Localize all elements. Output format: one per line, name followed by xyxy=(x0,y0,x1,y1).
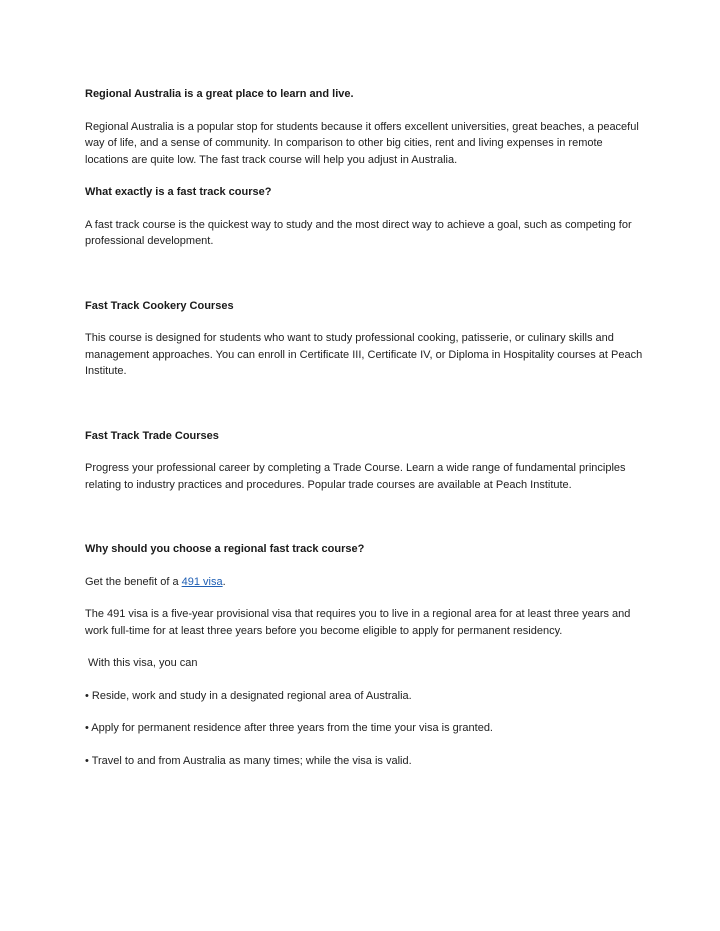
heading-what-is-fast-track: What exactly is a fast track course? xyxy=(85,186,272,198)
heading-regional-australia: Regional Australia is a great place to learn and live. xyxy=(85,88,354,100)
paragraph-what-is-fast-track: A fast track course is the quickest way to study and the most direct way to achieve a goal, such as competing for professional development. xyxy=(85,218,632,247)
bullet-reside-work-study: • Reside, work and study in a designated regional area of Australia. xyxy=(85,689,412,702)
benefit-suffix: . xyxy=(222,575,226,588)
heading-cookery-courses: Fast Track Cookery Courses xyxy=(85,299,234,312)
paragraph-visa-benefit xyxy=(85,574,645,591)
paragraph-visa-description: The 491 visa is a five-year provisional visa that requires you to live in a regional area for at least three years and work full-time for at least three years before you become eligible to apply for permanent residency. xyxy=(85,608,631,637)
paragraph-regional-australia: Regional Australia is a popular stop for students because it offers excellent universities, great beaches, a peaceful way of life, and a sense of community. In comparison to other big cities, rent and living expenses in remote locations are quite low. The fast track course will help you adjust in Australia. xyxy=(85,120,639,166)
bullet-travel: • Travel to and from Australia as many times; while the visa is valid. xyxy=(85,754,412,767)
paragraph-with-this-visa: With this visa, you can xyxy=(85,657,198,669)
bullet-permanent-residence: • Apply for permanent residence after three years from the time your visa is granted. xyxy=(85,722,493,734)
document-page xyxy=(85,86,645,769)
paragraph-cookery-courses: This course is designed for students who want to study professional cooking, patisserie, or culinary skills and management approaches. You can enroll in Certificate III, Certificate IV, or Diploma in Hospitality courses at Peach Institute. xyxy=(85,332,643,377)
heading-why-regional: Why should you choose a regional fast track course? xyxy=(85,543,365,555)
paragraph-trade-courses: Progress your professional career by completing a Trade Course. Learn a wide range of fundamental principles relating to industry practices and procedures. Popular trade courses are available at Peach Institute. xyxy=(85,462,626,491)
visa-491-link[interactable]: 491 visa xyxy=(181,575,223,588)
heading-trade-courses: Fast Track Trade Courses xyxy=(85,429,219,442)
benefit-prefix: Get the benefit of a xyxy=(85,575,182,588)
